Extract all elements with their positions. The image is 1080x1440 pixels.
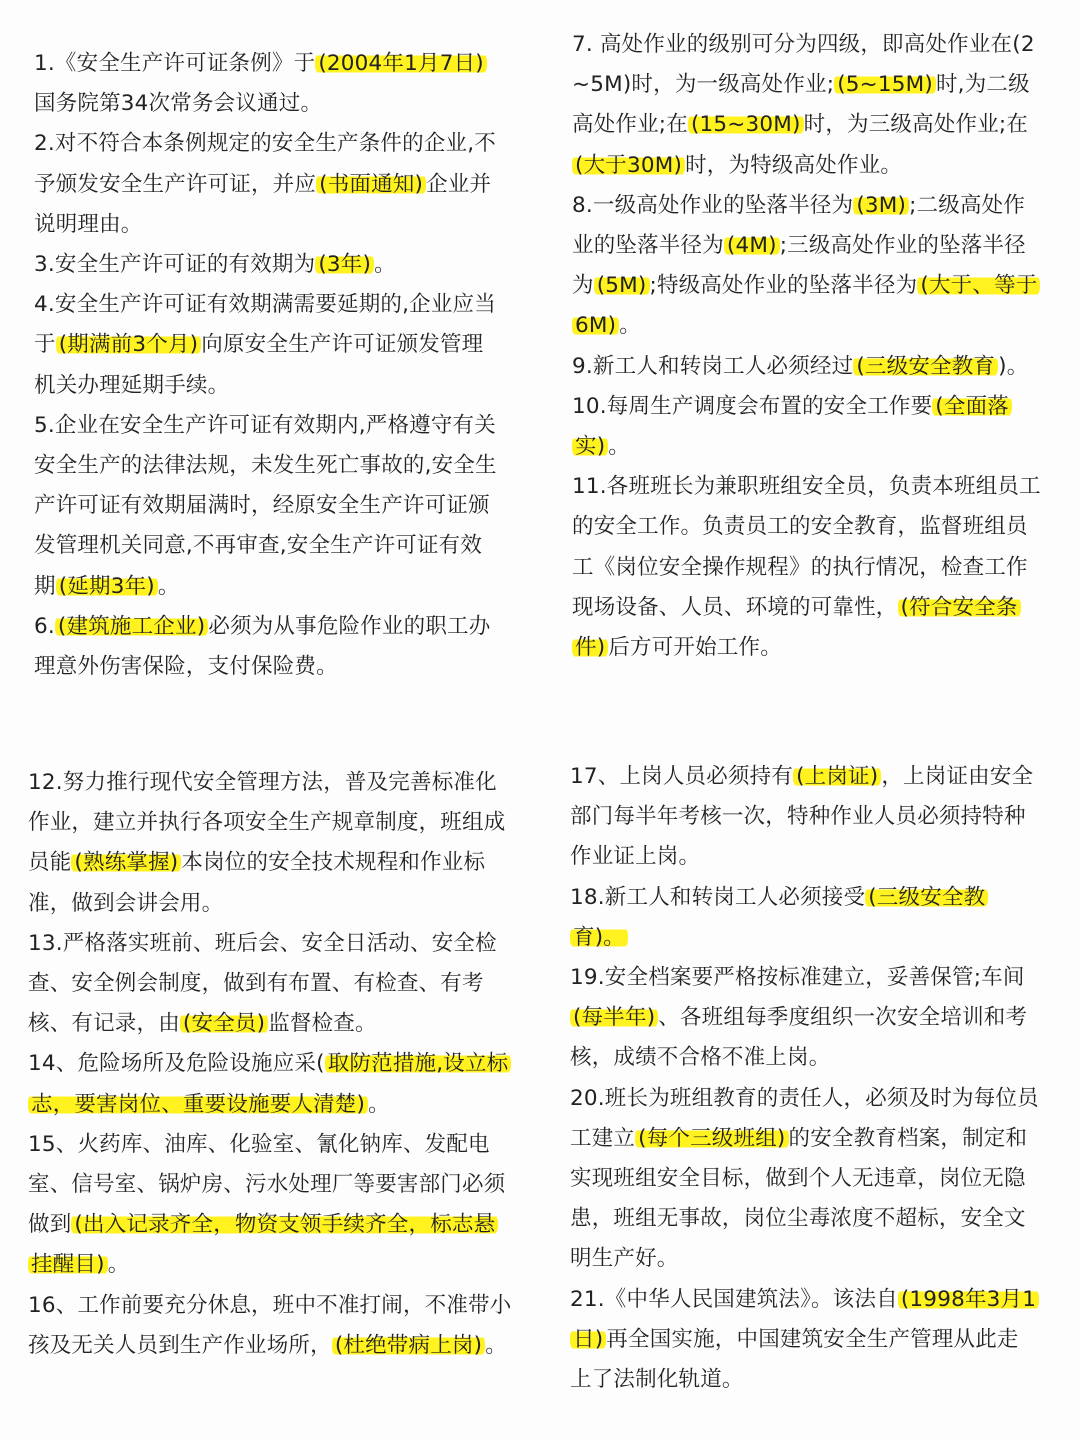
note-text: 再全国实施，中国建筑安全生产管理从此走上了法制化轨道。 <box>570 1326 1019 1393</box>
note-text: ;特级高处作业的坠落半径为 <box>649 273 918 299</box>
note-text: 。 <box>485 1332 507 1358</box>
note-item <box>34 124 502 245</box>
note-text: 向原安全生产许可证颁发管理机关办理延期手续。 <box>34 332 484 398</box>
note-text: 10.每周生产调度会布置的安全工作要 <box>572 393 933 419</box>
note-item <box>34 44 502 124</box>
note-text: ;二级高处作业的坠落半径为 <box>572 192 1026 259</box>
note-text: 19.安全档案要严格按标准建立，妥善保管;车间 <box>570 965 1025 991</box>
highlighted-answer: (杜绝带病上岗) <box>332 1333 485 1358</box>
note-text: 。 <box>107 1252 130 1278</box>
highlighted-answer: (出入记录齐全，物资支领手续齐全，标志悬挂醒目) <box>28 1212 498 1277</box>
note-text: ，上岗证由安全部门每半年考核一次，特种作业人员必须持特种作业证上岗。 <box>570 764 1034 870</box>
highlighted-answer: (1998年3月1日) <box>570 1287 1039 1352</box>
note-text: 1.《安全生产许可证条例》于 <box>34 51 316 76</box>
note-text: 14、危险场所及危险设施应采( <box>28 1051 325 1077</box>
note-text: 5.企业在安全生产许可证有效期内,严格遵守有关安全生产的法律法规，未发生死亡事故的,安全生产许可证有效期届满时，经原安全生产许可证颁发管理机关同意,不再审查,安全生产许可证有效期 <box>34 412 497 599</box>
note-item <box>572 387 1042 467</box>
note-text: 18.新工人和转岗工人必须接受 <box>570 884 866 910</box>
note-item <box>28 1044 516 1124</box>
highlighted-answer: (书面通知) <box>316 172 426 197</box>
note-text: 时,为二级高处作业;在 <box>572 72 1030 138</box>
note-text: 本岗位的安全技术规程和作业标准，做到会讲会用。 <box>28 850 486 916</box>
highlighted-answer: (5M) <box>594 273 650 298</box>
note-text: 15、火药库、油库、化验室、氰化钠库、发配电室、信号室、锅炉房、污水处理厂等要害部门必须做到 <box>28 1131 506 1238</box>
note-item <box>572 186 1042 347</box>
note-text: 20.班长为班组教育的责任人，必须及时为每位员工建立 <box>570 1085 1039 1151</box>
note-text: 13.严格落实班前、班后会、安全日活动、安全检查、安全例会制度，做到有布置、有检查、有考核、有记录，由 <box>28 930 497 1037</box>
note-text: 监督检查。 <box>268 1011 377 1037</box>
note-text: 、各班组每季度组织一次安全培训和考核，成绩不合格不准上岗。 <box>570 1005 1028 1071</box>
note-item <box>28 1125 516 1286</box>
note-text: 11.各班班长为兼职班组安全员，负责本班组员工的安全工作。负责员工的安全教育，监督班组员工《岗位安全操作规程》的执行情况，检查工作现场设备、人员、环境的可靠性， <box>572 474 1041 620</box>
highlighted-answer: (安全员) <box>180 1011 268 1036</box>
note-item <box>34 607 502 687</box>
note-item <box>570 878 1040 958</box>
highlighted-answer: (三级安全教育)。 <box>570 885 988 950</box>
note-item <box>34 285 502 406</box>
highlighted-answer: (上岗证) <box>793 764 881 789</box>
note-text: 必须为从事危险作业的职工办理意外伤害保险，支付保险费。 <box>34 613 491 680</box>
note-text: 。 <box>374 252 396 278</box>
highlighted-answer: (2004年1月7日) <box>315 51 487 76</box>
note-text: 时，为特级高处作业。 <box>685 152 903 178</box>
note-text: 。 <box>368 1091 390 1117</box>
note-text: 的安全教育档案，制定和实现班组安全目标，做到个人无违章，岗位无隐患，班组无事故，岗位尘毒浓度不超标，安全文明生产好。 <box>570 1125 1028 1272</box>
note-text: 7. 高处作业的级别可分为四级，即高处作业在(2~5M)时，为一级高处作业; <box>572 32 1035 98</box>
note-item <box>28 924 516 1045</box>
note-text: 企业并说明理由。 <box>34 171 492 237</box>
highlighted-answer: (5~15M) <box>834 72 936 97</box>
notes-column-bottom-right <box>570 757 1040 1400</box>
highlighted-answer: (熟练掌握) <box>71 850 181 875</box>
note-text: 16、工作前要充分休息，班中不准打闹，不准带小孩及无关人员到生产作业场所， <box>28 1292 512 1358</box>
note-item <box>570 757 1040 878</box>
highlighted-answer: (大于30M) <box>572 153 685 178</box>
notes-column-top-right <box>572 25 1042 668</box>
note-text: 。 <box>619 313 641 339</box>
note-item <box>572 347 1042 387</box>
highlighted-answer: (3年) <box>315 252 374 277</box>
highlighted-answer: (期满前3个月) <box>56 332 202 357</box>
note-text: 2.对不符合本条例规定的安全生产条件的企业,不予颁发安全生产许可证，并应 <box>34 131 496 197</box>
note-text: 9.新工人和转岗工人必须经过 <box>572 353 854 379</box>
highlighted-answer: (3M) <box>853 193 909 218</box>
highlighted-answer: (每个三级班组) <box>635 1126 788 1151</box>
highlighted-answer: (15~30M) <box>688 112 804 137</box>
note-item <box>28 763 516 924</box>
note-item <box>570 958 1040 1079</box>
note-item <box>572 467 1042 668</box>
notes-column-top-left <box>34 44 502 687</box>
highlighted-answer: (符合安全条件) <box>572 595 1021 660</box>
note-text: 后方可开始工作。 <box>608 635 782 661</box>
note-text: 。 <box>157 573 180 599</box>
note-text: 21.《中华人民国建筑法》。该法自 <box>570 1286 898 1312</box>
highlighted-answer: 取防范措施,设立标志，要害岗位、重要设施要人清楚) <box>28 1051 511 1116</box>
note-text: 8.一级高处作业的坠落半径为 <box>572 192 854 218</box>
highlighted-answer: (建筑施工企业) <box>55 614 208 639</box>
note-text: 17、上岗人员必须持有 <box>570 764 794 789</box>
note-item <box>34 406 502 607</box>
highlighted-answer: (三级安全教育 <box>853 354 998 379</box>
note-text: 4.安全生产许可证有效期满需要延期的,企业应当于 <box>34 292 496 358</box>
note-text: 。 <box>608 434 630 460</box>
note-item <box>28 1286 516 1366</box>
note-item <box>572 25 1042 186</box>
note-text: 时，为三级高处作业;在 <box>803 112 1029 138</box>
note-text: )。 <box>998 353 1029 379</box>
notes-column-bottom-left <box>28 763 516 1366</box>
highlighted-answer: (延期3年) <box>56 574 158 599</box>
highlighted-answer: (全面落实) <box>572 394 1012 459</box>
note-item <box>34 245 502 285</box>
note-item <box>570 1280 1040 1401</box>
highlighted-answer: (每半年) <box>570 1005 658 1030</box>
note-text: 6. <box>34 613 55 639</box>
note-text: ;三级高处作业的坠落半径为 <box>572 233 1026 299</box>
highlighted-answer: (大于、等于6M) <box>572 273 1040 338</box>
note-text: 12.努力推行现代安全管理方法，普及完善标准化作业，建立并执行各项安全生产规章制度，班组成员能 <box>28 770 506 876</box>
highlighted-answer: (4M) <box>724 233 780 258</box>
note-text: 3.安全生产许可证的有效期为 <box>34 252 316 278</box>
note-item <box>570 1079 1040 1280</box>
note-text: 国务院第34次常务会议通过。 <box>34 91 323 117</box>
